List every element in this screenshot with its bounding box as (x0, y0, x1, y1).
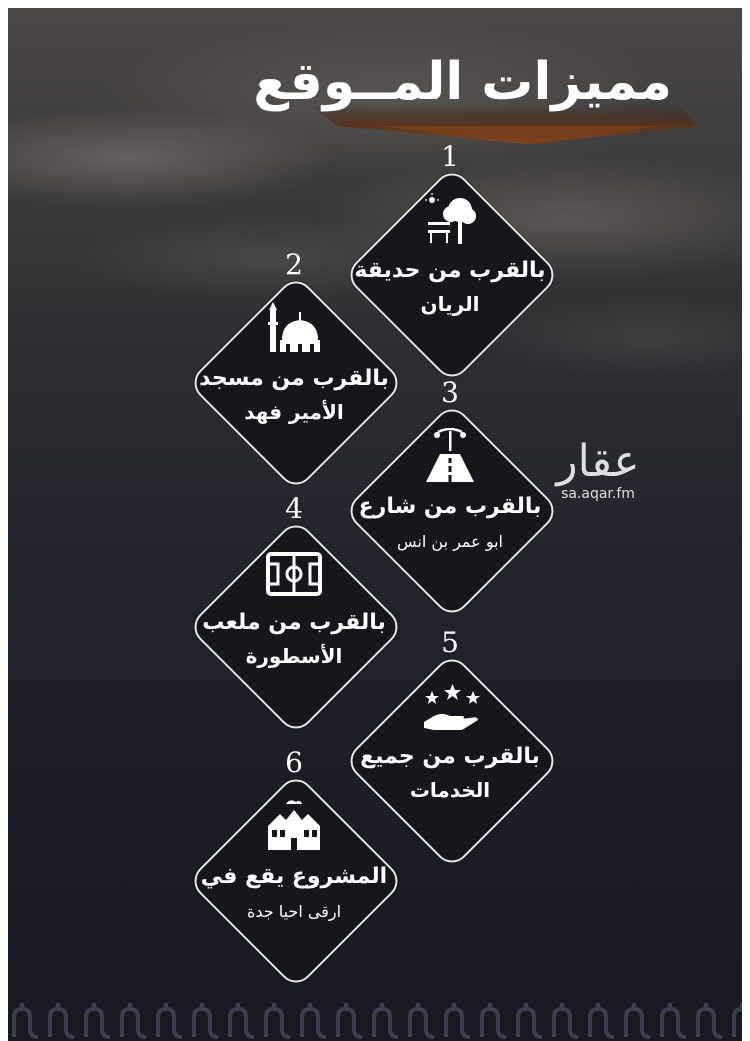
feature-title: بالقرب من ملعب (202, 610, 386, 635)
feature-subtitle: ارقى احيا جدة (246, 902, 342, 921)
feature-subtitle: الأمير فهد (244, 400, 344, 424)
services-icon (420, 678, 480, 734)
poster (8, 8, 742, 1041)
feature-number: 2 (285, 248, 303, 281)
aqar-watermark (548, 436, 648, 502)
street-icon (420, 428, 480, 484)
feature-title: المشروع يقع في (200, 864, 388, 889)
feature-subtitle: الخدمات (409, 778, 491, 802)
mosque-icon (264, 300, 324, 356)
page-title: مميزات المــوقع (253, 52, 672, 112)
park-icon (420, 192, 480, 248)
feature-card-6 (189, 746, 399, 984)
feature-subtitle: الريان (420, 292, 480, 316)
houses-icon (264, 798, 324, 854)
feature-title: بالقرب من جميع (360, 744, 540, 769)
feature-title: بالقرب من مسجد (199, 366, 389, 391)
watermark-url: sa.aqar.fm (561, 486, 635, 502)
feature-number: 5 (441, 626, 459, 659)
feature-title: بالقرب من حديقة (354, 258, 546, 283)
feature-number: 6 (285, 746, 303, 779)
stadium-icon (264, 544, 324, 600)
decorative-pattern (8, 999, 742, 1041)
feature-number: 3 (441, 376, 459, 409)
feature-title: بالقرب من شارع (358, 494, 542, 519)
watermark-brand: عقار (556, 436, 640, 487)
feature-subtitle: ابو عمر بن انس (397, 532, 503, 551)
feature-subtitle: الأسطورة (245, 644, 343, 668)
feature-number: 4 (285, 492, 303, 525)
feature-number: 1 (441, 140, 459, 173)
